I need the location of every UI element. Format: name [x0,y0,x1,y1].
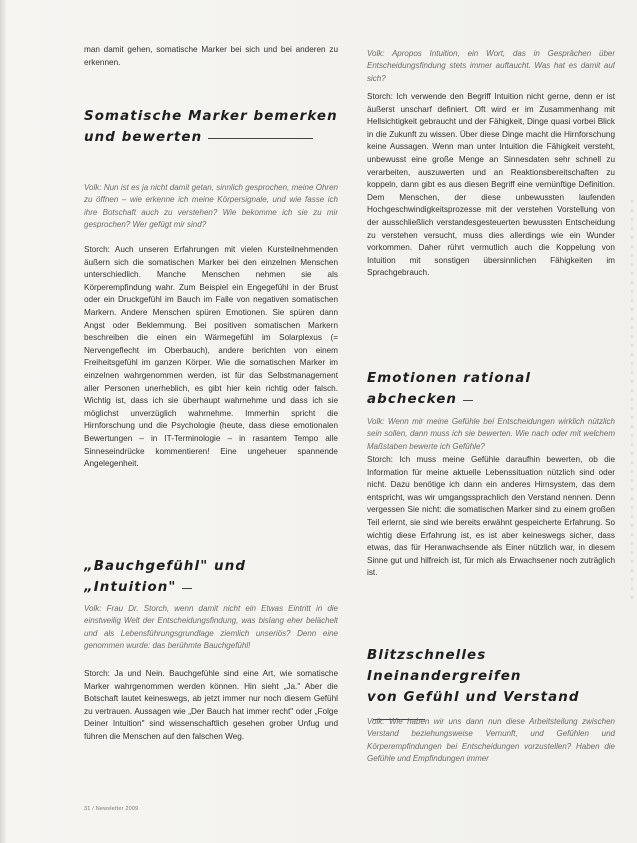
intro-paragraph: man damit gehen, somatische Marker bei sich und bei anderen zu erkennen. [84,45,338,67]
heading-bauchgefuehl: „Bauchgefühl" und „Intuition" [84,559,247,595]
question-4: Volk: Wie haben wir uns dann nun diese Arbeitsteilung zwischen Verstand beziehungsweise Vernunft, und Gefühlen und Körperempfindungen bei Entscheidungen vorzustellen? Haben die Gefühle und Empfindungen immer [367,717,615,764]
answer-1: Storch: Auch unseren Erfahrungen mit vielen Kursteilnehmenden äußern sich die somatischen Marker bei den einzelnen Menschen unterschiedlich. Manche Menschen nehmen sie als Körperempfindung wahr. Zum Beispiel ein Engegefühl in der Brust oder ein Druckgefühl im Bauch im Falle von negativen somatischen Markern. Andere Menschen spüren Emotionen. Sie spüren dann Angst oder Beklemmung. Bei positiven somatischen Markern beschreiben die einen ein Wärmegefühl im Solarplexus (= Nervengeflecht im Oberbauch), andere berichten von einem Freiheitsgefühl im ganzen Körper. Wie die somatischen Marker im einzelnen wahrgenommen werden, ist für das Selbstmanagement aller Personen unerheblich, es gibt hier kein richtig oder falsch. Wichtig ist, dass ich sie überhaupt wahrnehme und dass ich sie möglichst unverzüglich wahrnehme. Immerhin spricht die Hirnforschung und die Psychologie (heute, dass diese emotionalen Bewertungen – in IT-Terminologie – in rasantem Tempo alle Sinneseindrücke kommentieren! Eine ungeheuer spannende Angelegenheit. [84,245,338,469]
heading-line-1: Blitzschnelles Ineinandergreifen [367,648,522,684]
heading-rule [208,138,313,139]
page-footer: 31 / Newsletter 2009 [84,806,139,812]
heading-line-1: Somatische Marker bemerken [84,109,338,124]
right-column [367,48,615,828]
question-top: Volk: Apropos Intuition, ein Wort, das in Gesprächen über Entscheidungsfindung stets immer auftaucht. Was hat es damit auf sich? [367,49,615,83]
question-1: Volk: Nun ist es ja nicht damit getan, sinnlich gesprochen, meine Ohren zu öffnen – wie erkenne ich meine Körpersignale, und wie fasse ich ihre Botschaft auch zu verstehen? Wie bekomme ich sie zu mir gesprochen? Wer gefügt mir sind? [84,183,338,230]
heading-rule [182,588,192,589]
answer-3: Storch: Ich muss meine Gefühle daraufhin bewerten, ob die Information für meine aktuelle Lebenssituation nützlich sind oder nicht. Dazu benötige ich dann ein anderes Hirnsystem, das dem entspricht, was wir umgangssprachlich den Verstand nennen. Denn vergessen Sie nicht: die somatischen Marker sind zu einem großen Teil erlernt, sie sind wie bereits erwähnt gespeicherte Erfahrung. So wichtig diese Erfahrung ist, es ist aber keineswegs sicher, dass etwas, das für Heranwachsende als Einer nützlich war, in diesem Sinne gut und hilfreich ist, für mich als Erwachsener noch zuträglich ist. [367,455,615,578]
heading-emotionen: Emotionen rational abchecken [367,371,532,407]
left-column [84,44,338,794]
scan-speckle [631,200,633,600]
answer-top: Storch: Ich verwende den Begriff Intuition nicht gerne, denn er ist äußerst unscharf definiert. Oft wird er im Zusammenhang mit Hellsichtigkeit gebraucht und der Fähigkeit, Dinge quasi vorbei Blick in die Zukunft zu wissen. Über diese Dinge macht die Hirnforschung keine Aussagen. Wenn man unter Intuition die Fähigkeit versteht, unbewusst eine große Menge an Sinnesdaten sehr schnell zu verarbeiten, auszuwerten und an Reaktionsbereitschaften zu koppeln, dann gibt es aus diesen Begriff eine vernünftige Definition. Dem Menschen, der diese unbewussten laufenden Hochgeschwindigkeitsprozesse mit der verstehen Vorstellung von der ausschließlich verstandesgesteuerten bewussten Entscheidung zu verstehen versucht, muss dies allerdings wie ein Wunder vorkommen. Daher rührt vermutlich auch die Koppelung von Intuition mit sonstigen übersinnlichen Fähigkeiten im Sprachgebrauch. [367,92,615,278]
heading-line-2: und bewerten [84,127,338,148]
question-2: Volk: Frau Dr. Storch, wenn damit nicht ein Etwas Eintritt in die einstweilig Welt der Entscheidungsfindung, was bislang eher belächelt und als Lebensführungsgrundlage ziemlich unseriös? Denn eine genommen wurde: das berühmte Bauchgefühl! [84,604,338,651]
answer-2: Storch: Ja und Nein. Bauchgefühle sind eine Art, wie somatische Marker wahrgenommen werden können. Hin sieht „Ja." Aber die Botschaft lautet keineswegs, ab jetzt immer nur noch diesem Gefühl zu vertrauen. Aussagen wie „Der Bauch hat immer recht" oder „Folge Deiner Intuition" sind wissenschaftlich gesehen grober Unfug und führen die Menschen auf den falschen Weg. [84,669,338,741]
heading-rule [463,400,473,401]
heading-line-2: von Gefühl und Verstand [367,687,615,729]
question-3: Volk: Wenn mir meine Gefühle bei Entscheidungen wirklich nützlich sein sollen, dann muss ich sie bewerten. Wie nach oder mit welchem Maßstaben bewerte ich Gefühle? [367,417,615,451]
page-fold-shadow [0,0,6,843]
heading-somatische-marker [84,106,338,148]
